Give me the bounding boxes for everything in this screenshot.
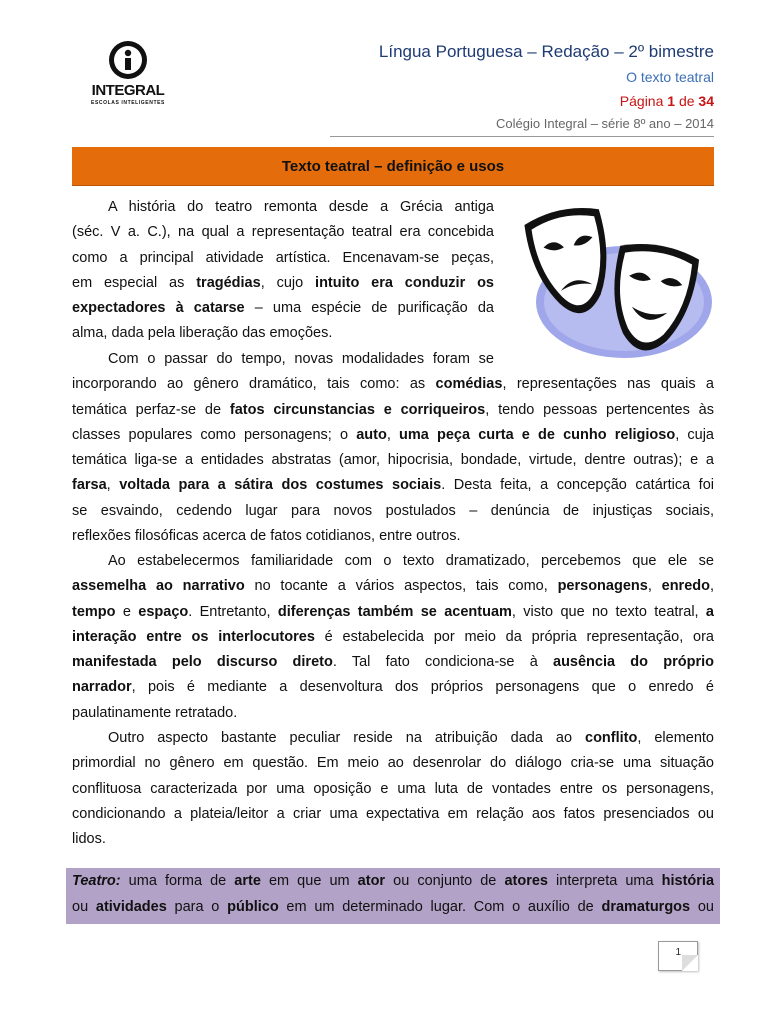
page-total: 34 [698,93,714,109]
paragraph-1: A história do teatro remonta desde a Grécia antiga (séc. V a. C.), na qual a representação teatral era concebida como a principal atividade artística. Encenavam-se peças, em especial as tragédias, cujo intuito era conduzir os expectadores à catarse – uma espécie de purificação da alma, dada pela liberação das emoções. [72,199,494,342]
section-title: Texto teatral – definição e usos [281,157,505,175]
school-logo [86,40,170,110]
page-label: Página [619,93,664,109]
header-page-indicator [620,93,714,109]
header-divider [330,136,714,137]
page-number-box [658,941,698,971]
header-title: Língua Portuguesa – Redação – 2º bimestre [378,42,714,61]
definition-box: Teatro: uma forma de arte em que um ator ou conjunto de atores interpreta uma história ou atividades para o público em um determinado lugar. Com o auxílio de dramaturgos ou [66,868,720,924]
page-number: 1 [675,947,681,958]
section-banner [72,147,714,186]
page-current: 1 [667,93,676,109]
page-fold-icon [682,955,698,971]
paragraph-3: Ao estabelecermos familiaridade com o texto dramatizado, percebemos que ele se assemelha ao narrativo no tocante a vários aspectos, tais como, personagens, enredo, tempo e espaço. Entretanto, diferenças também se acentuam, visto que no texto teatral, a interação entre os interlocutores é estabelecida por meio da própria representação, ora manifestada pelo discurso direto. Tal fato condiciona-se à ausência do próprio narrador, pois é mediante a desenvoltura dos próprios personagens que o enredo é paulatinamente retratado. [72,553,715,721]
header-school: Colégio Integral – série 8º ano – 2014 [496,116,714,131]
page-of: de [678,93,695,109]
logo-tagline: ESCOLAS INTELIGENTES [91,100,165,106]
header-subtitle: O texto teatral [626,69,714,85]
integral-logo-icon [86,40,170,84]
paragraph-4: Outro aspecto bastante peculiar reside na atribuição dada ao conflito, elemento primordial no gênero em questão. Em meio ao desenrolar do diálogo cria-se uma situação conflituosa caracterizada por uma oposição e uma luta de vontades entre os personagens, condicionando a plateia/leitor a criar uma expectativa em relação aos fatos presenciados ou lidos. [72,730,714,848]
theater-masks-icon [512,196,712,366]
logo-brand: INTEGRAL [91,82,165,99]
paragraph-2: Com o passar do tempo, novas modalidades foram se incorporando ao gênero dramático, tais como: as comédias, representações nas quais a temática perfaz-se de fatos circunstancias e corriqueiros, tendo pessoas pertencentes às classes populares como personagens; o auto, uma peça curta e de cunho religioso, cuja temática liga-se a entidades abstratas (amor, hipocrisia, bondade, virtude, dentre outras); e a farsa, voltada para a sátira dos costumes sociais. Desta feita, a concepção catártica foi se esvaindo, cedendo lugar para novos postulados – denúncia de injustiças sociais, reflexões filosóficas acerca de fatos cotidianos, entre outros. [72,351,715,545]
